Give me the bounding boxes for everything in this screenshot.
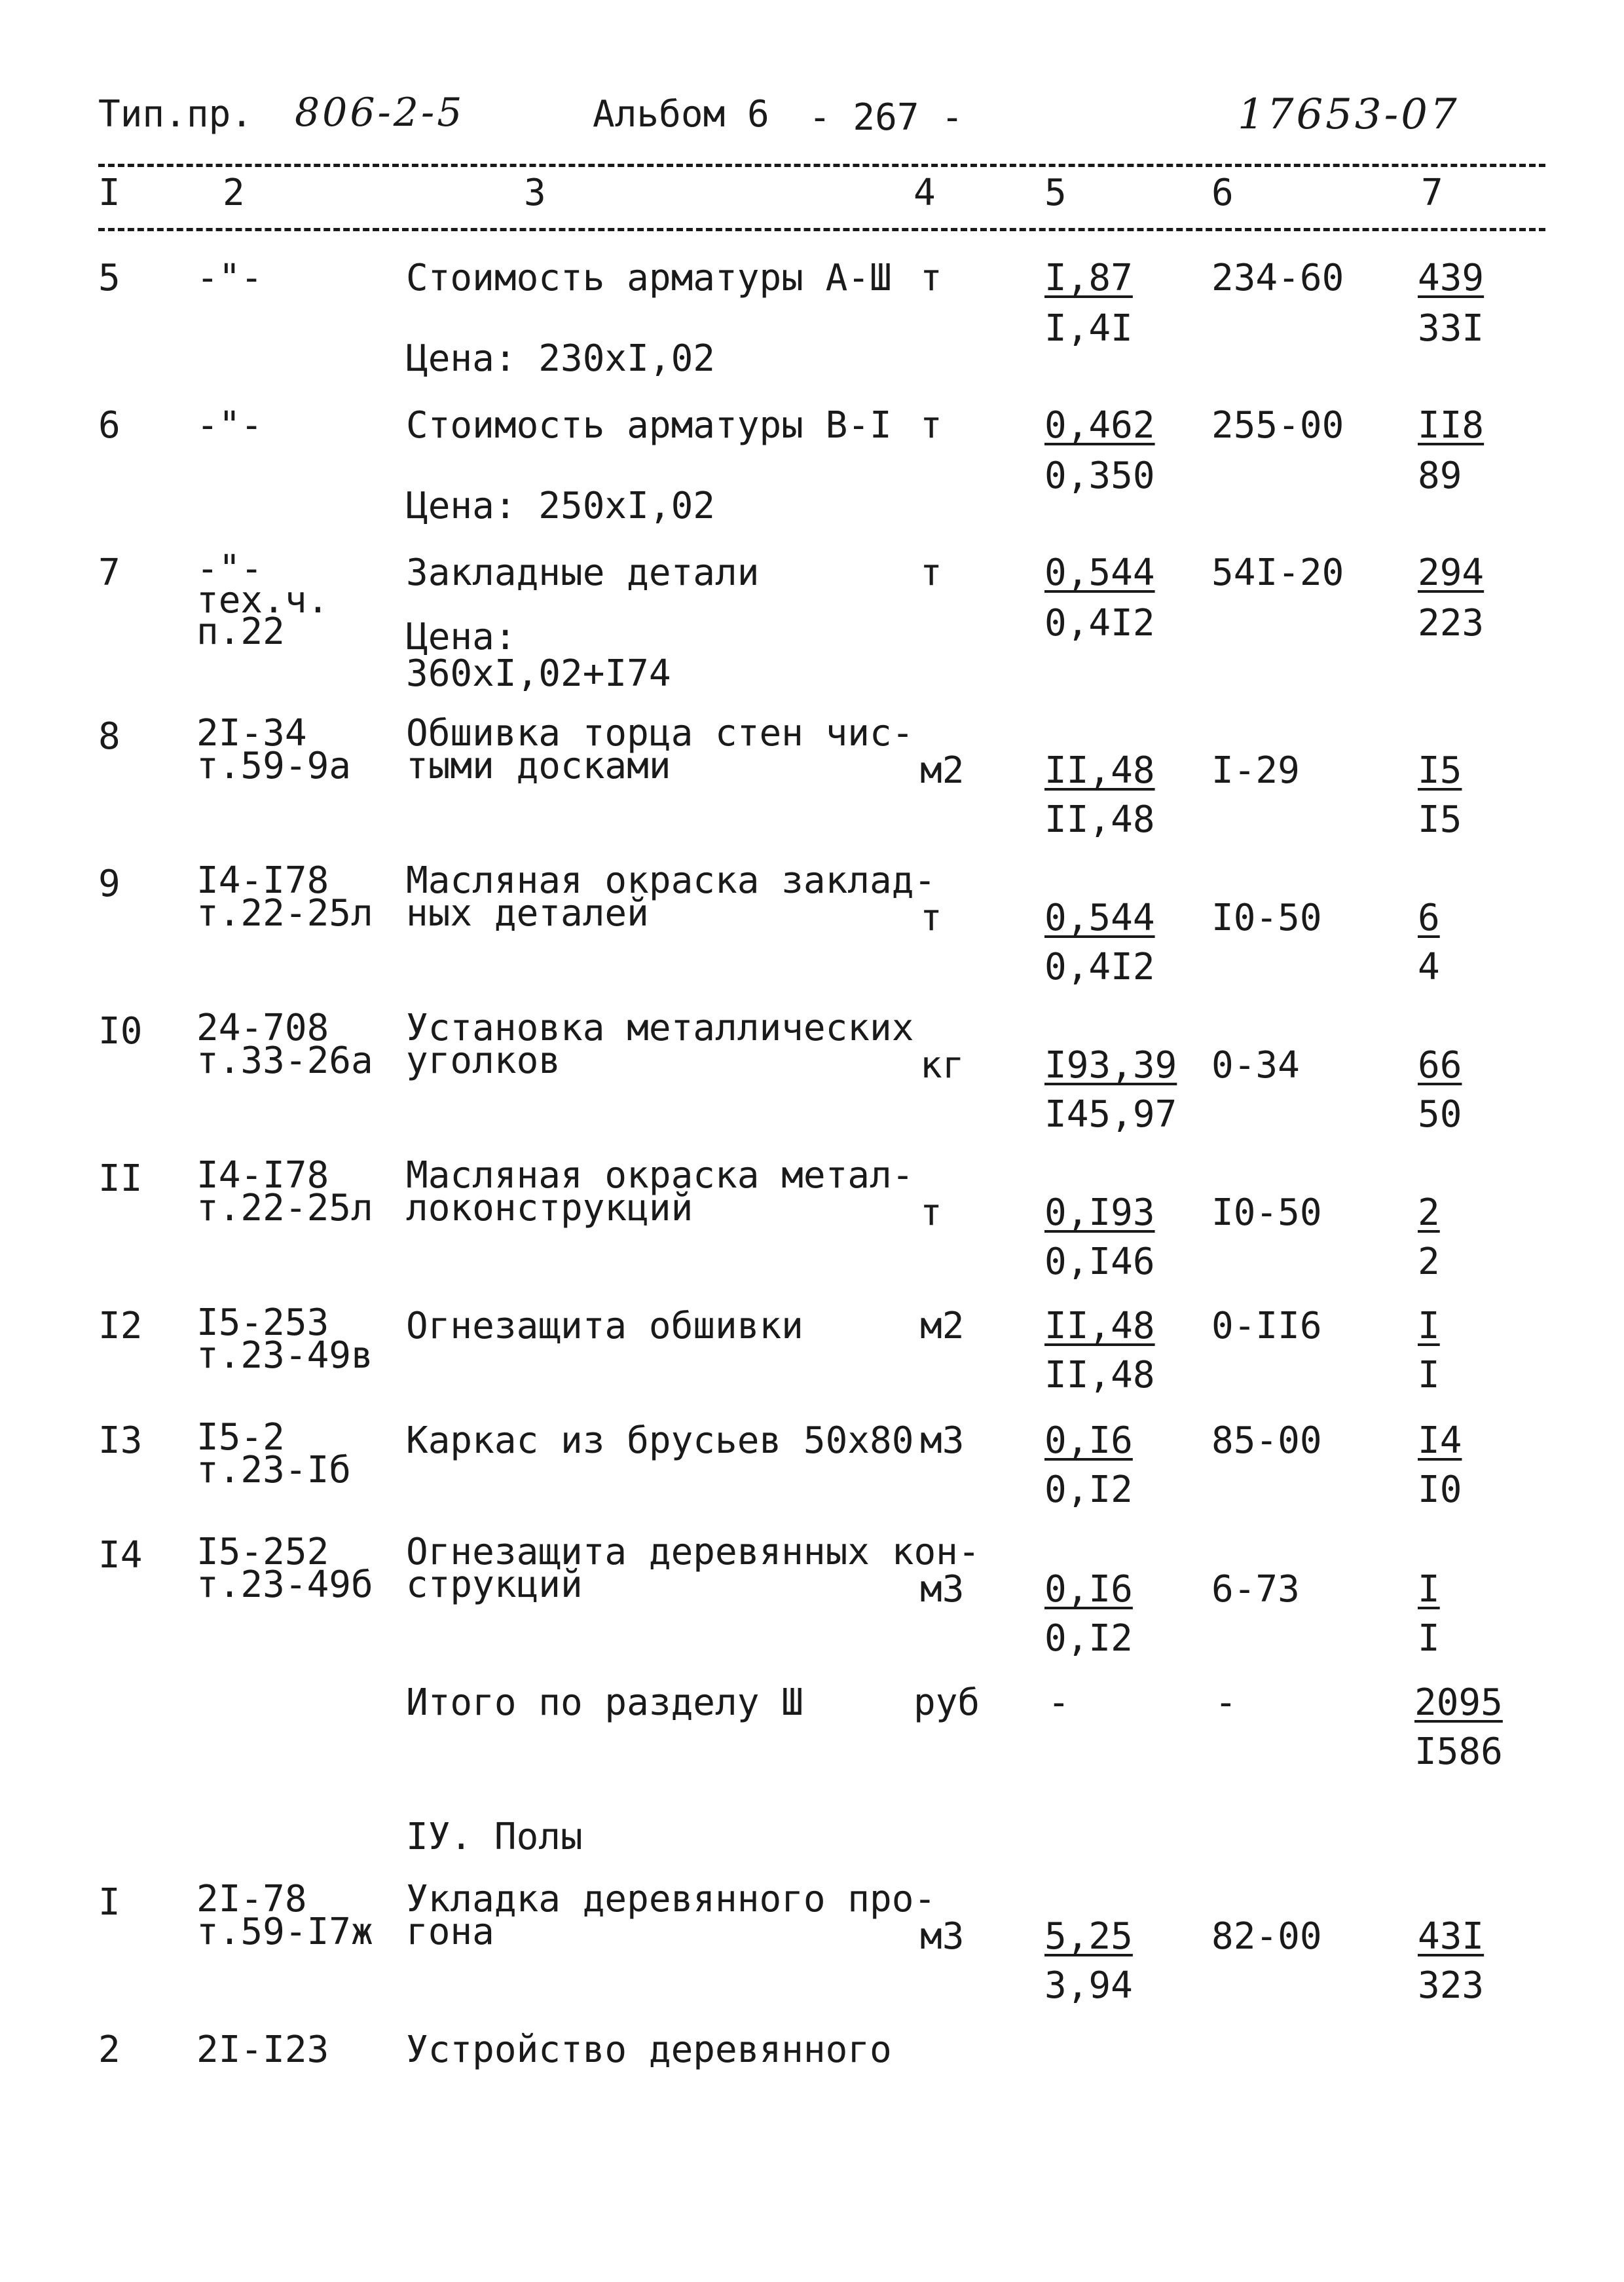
row-desc: Стоимость арматуры А-Ш — [406, 257, 892, 299]
row-num: I0 — [98, 1010, 143, 1053]
row-cost-2: I0 — [1418, 1468, 1462, 1511]
row-cost-1: 2 — [1418, 1191, 1440, 1234]
row-note: Цена: 360хI,02+I74 — [406, 616, 671, 695]
row-code: I5-252 т.23-49б — [196, 1531, 373, 1606]
row-unit: т — [920, 1191, 942, 1234]
row-qty-1: 0,I6 — [1044, 1419, 1133, 1462]
row-cost-1: I — [1418, 1305, 1440, 1347]
row-note: Цена: 250хI,02 — [406, 485, 716, 527]
col-header-4: 4 — [913, 172, 936, 214]
row-unit: м2 — [920, 1305, 965, 1347]
row-num: 2 — [98, 2029, 120, 2071]
row-qty-1: I,87 — [1044, 257, 1133, 299]
col-header-1: I — [98, 172, 120, 214]
row-cost-1: 43I — [1418, 1915, 1485, 1958]
row-qty-2: 0,350 — [1044, 455, 1155, 497]
row-cost-2: I5 — [1418, 798, 1462, 841]
row-price: I0-50 — [1211, 1191, 1322, 1234]
row-price: I-29 — [1211, 749, 1300, 792]
row-note: Цена: 230хI,02 — [406, 337, 716, 380]
row-cost-1: I — [1418, 1568, 1440, 1611]
row-qty-1: II,48 — [1044, 749, 1155, 792]
header-series: 806-2-5 — [295, 90, 465, 136]
row-qty-1: II,48 — [1044, 1305, 1155, 1347]
row-desc: Закладные детали — [406, 552, 760, 594]
row-code: I4-I78 т.22-25л — [196, 1154, 373, 1229]
total-cost-2: I586 — [1414, 1730, 1503, 1773]
row-code: I5-253 т.23-49в — [196, 1301, 373, 1377]
row-num: 6 — [98, 404, 120, 447]
row-cost-1: I5 — [1418, 749, 1462, 792]
row-num: I2 — [98, 1305, 143, 1347]
row-qty-2: 0,4I2 — [1044, 946, 1155, 988]
row-cost-1: 6 — [1418, 897, 1440, 939]
row-code: -"- — [196, 404, 263, 447]
row-unit: т — [920, 257, 942, 299]
row-price: I0-50 — [1211, 897, 1322, 939]
row-qty-2: 0,4I2 — [1044, 602, 1155, 645]
header-number: 17653-07 — [1238, 90, 1460, 139]
row-price: 82-00 — [1211, 1915, 1322, 1958]
col-header-7: 7 — [1421, 172, 1443, 214]
row-num: 8 — [98, 715, 120, 758]
row-num: I4 — [98, 1534, 143, 1577]
row-cost-2: 2 — [1418, 1241, 1440, 1283]
row-code: 2I-34 т.59-9а — [196, 712, 352, 787]
row-cost-2: 33I — [1418, 307, 1485, 350]
row-desc: Масляная окраска заклад- ных деталей — [406, 859, 936, 935]
row-cost-2: 50 — [1418, 1093, 1462, 1136]
row-desc: Обшивка торца стен чис- тыми досками — [406, 712, 914, 787]
row-desc: Укладка деревянного про- гона — [406, 1878, 936, 1953]
row-cost-2: 89 — [1418, 455, 1462, 497]
row-qty-1: 0,I6 — [1044, 1568, 1133, 1611]
row-unit: м2 — [920, 749, 965, 792]
row-unit: кг — [920, 1044, 965, 1087]
row-qty-1: 0,I93 — [1044, 1191, 1155, 1234]
row-unit: т — [920, 552, 942, 594]
row-code: I5-2 т.23-Iб — [196, 1416, 352, 1491]
row-desc: Каркас из брусьев 50х80 — [406, 1419, 914, 1462]
row-price: 54I-20 — [1211, 552, 1344, 594]
row-price: 234-60 — [1211, 257, 1344, 299]
row-price: 255-00 — [1211, 404, 1344, 447]
row-code: 2I-I23 — [196, 2029, 329, 2071]
row-code: 2I-78 т.59-I7ж — [196, 1878, 373, 1953]
row-desc: Огнезащита деревянных кон- струкций — [406, 1531, 980, 1606]
row-qty-1: 0,462 — [1044, 404, 1155, 447]
header-tip: Тип.пр. — [98, 93, 253, 136]
row-num: I3 — [98, 1419, 143, 1462]
row-unit: т — [920, 897, 942, 939]
row-cost-2: I — [1418, 1617, 1440, 1660]
row-code: -"- тех.ч. п.22 — [196, 548, 329, 653]
row-cost-2: 323 — [1418, 1964, 1485, 2007]
header-album: Альбом 6 — [593, 93, 769, 136]
row-code: 24-708 т.33-26а — [196, 1007, 373, 1082]
row-num: I — [98, 1881, 120, 1924]
row-unit: м3 — [920, 1915, 965, 1958]
row-cost-2: 223 — [1418, 602, 1485, 645]
total-qty: - — [1048, 1681, 1070, 1724]
row-cost-1: I4 — [1418, 1419, 1462, 1462]
header-page: - 267 - — [809, 96, 964, 139]
row-code: -"- — [196, 257, 263, 299]
row-qty-1: 5,25 — [1044, 1915, 1133, 1958]
header-rule-top — [98, 164, 1545, 167]
row-price: 6-73 — [1211, 1568, 1300, 1611]
row-qty-2: 3,94 — [1044, 1964, 1133, 2007]
row-qty-2: II,48 — [1044, 798, 1155, 841]
row-qty-1: 0,544 — [1044, 897, 1155, 939]
row-cost-2: 4 — [1418, 946, 1440, 988]
row-num: 9 — [98, 863, 120, 905]
row-desc: Установка металлических уголков — [406, 1007, 914, 1082]
row-num: II — [98, 1157, 143, 1200]
row-cost-1: 294 — [1418, 552, 1485, 594]
row-cost-2: I — [1418, 1354, 1440, 1396]
row-qty-2: II,48 — [1044, 1354, 1155, 1396]
row-qty-2: I45,97 — [1044, 1093, 1177, 1136]
col-header-2: 2 — [223, 172, 245, 214]
row-unit: т — [920, 404, 942, 447]
total-label: Итого по разделу Ш — [406, 1681, 803, 1724]
row-qty-1: I93,39 — [1044, 1044, 1177, 1087]
row-code: I4-I78 т.22-25л — [196, 859, 373, 935]
row-cost-1: 66 — [1418, 1044, 1462, 1087]
row-price: 85-00 — [1211, 1419, 1322, 1462]
col-header-6: 6 — [1211, 172, 1234, 214]
header-rule-bottom — [98, 228, 1545, 231]
row-desc: Огнезащита обшивки — [406, 1305, 803, 1347]
row-qty-2: 0,I46 — [1044, 1241, 1155, 1283]
row-cost-1: 439 — [1418, 257, 1485, 299]
total-price: - — [1215, 1681, 1237, 1724]
total-cost-1: 2095 — [1414, 1681, 1503, 1724]
col-header-5: 5 — [1044, 172, 1067, 214]
row-cost-1: II8 — [1418, 404, 1485, 447]
section-title: IУ. Полы — [406, 1816, 583, 1858]
row-qty-2: I,4I — [1044, 307, 1133, 350]
total-unit: руб — [913, 1681, 980, 1724]
row-qty-1: 0,544 — [1044, 552, 1155, 594]
row-qty-2: 0,I2 — [1044, 1468, 1133, 1511]
row-qty-2: 0,I2 — [1044, 1617, 1133, 1660]
row-num: 7 — [98, 552, 120, 594]
row-unit: м3 — [920, 1419, 965, 1462]
row-desc: Устройство деревянного — [406, 2029, 892, 2071]
row-unit: м3 — [920, 1568, 965, 1611]
row-desc: Стоимость арматуры В-I — [406, 404, 892, 447]
row-price: 0-34 — [1211, 1044, 1300, 1087]
col-header-3: 3 — [524, 172, 546, 214]
row-num: 5 — [98, 257, 120, 299]
row-price: 0-II6 — [1211, 1305, 1322, 1347]
row-desc: Масляная окраска метал- локонструкций — [406, 1154, 914, 1229]
